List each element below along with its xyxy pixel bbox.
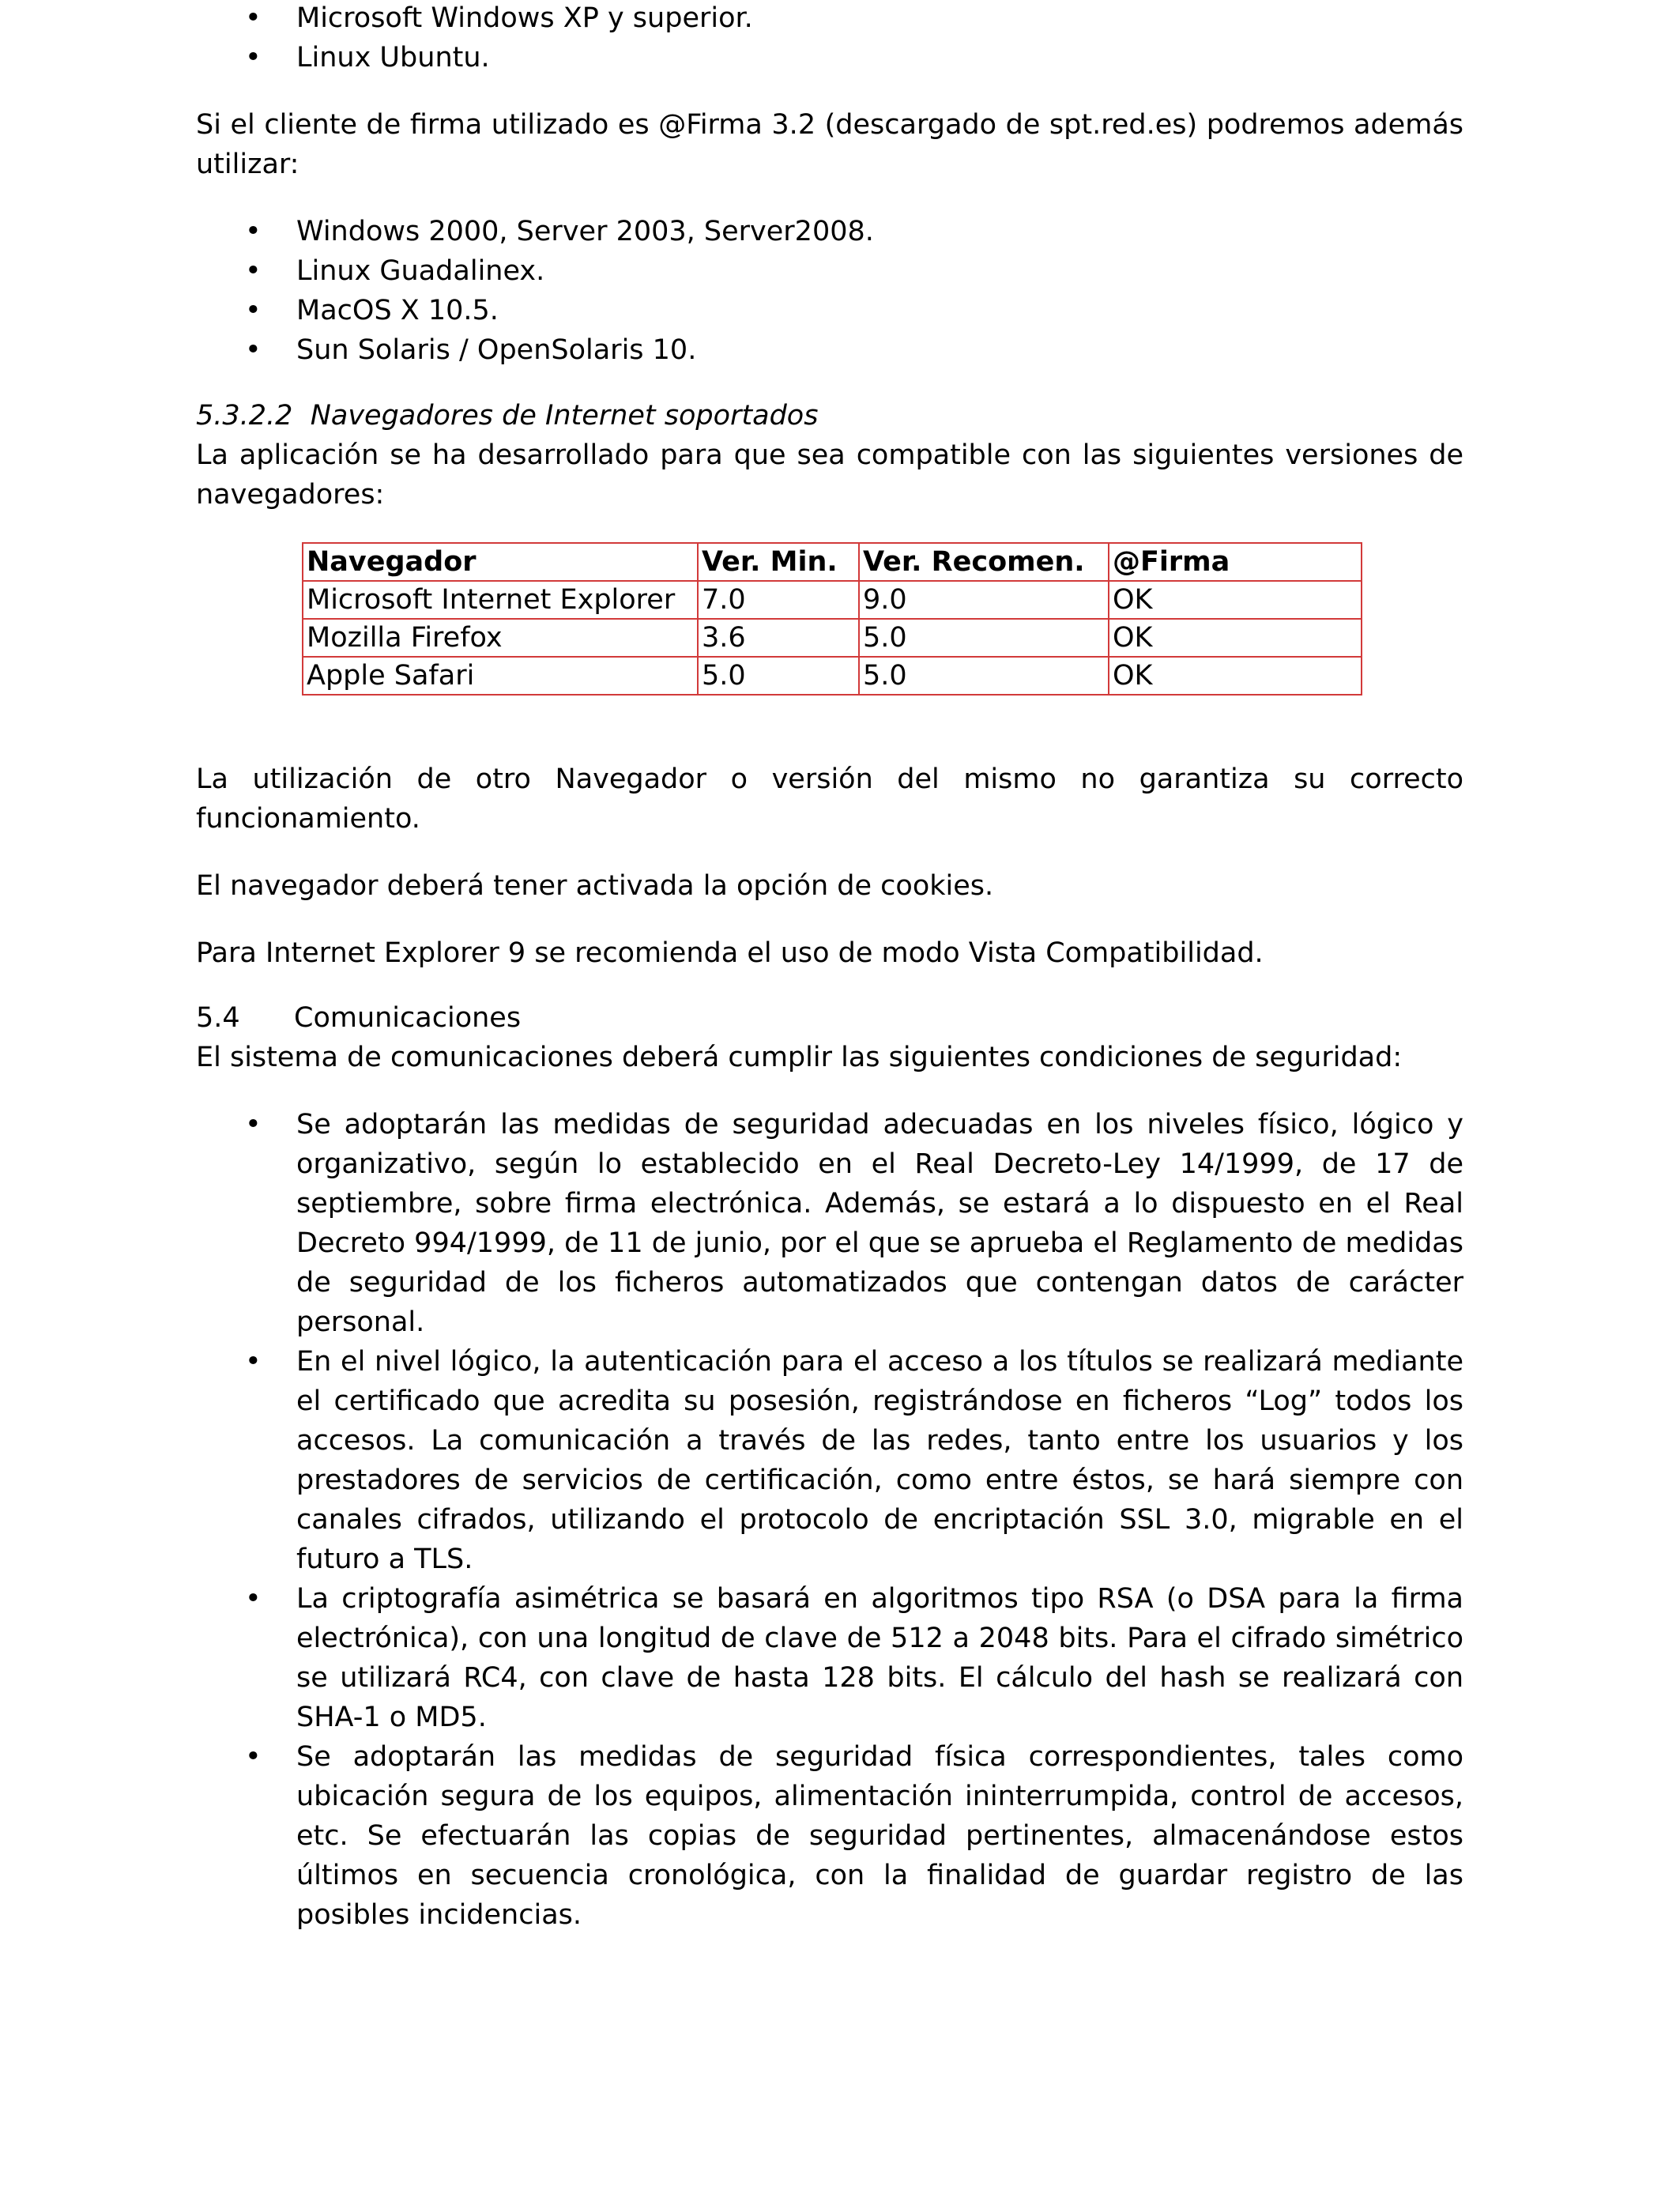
section-title: Comunicaciones — [294, 1002, 522, 1034]
table-cell: 3.6 — [698, 619, 859, 657]
table-row — [303, 619, 1362, 657]
list-item: • Windows 2000, Server 2003, Server2008. — [196, 212, 1463, 251]
os-list — [196, 0, 1463, 77]
table-cell: Microsoft Internet Explorer — [303, 581, 698, 619]
list-item: • Microsoft Windows XP y superior. — [196, 0, 1463, 38]
list-item: • En el nivel lógico, la autenticación para el acceso a los títulos se realizará mediante el certificado que acredita su posesión, registrándose en ficheros “Log” todos los accesos. La comunicación a través de las redes, tanto entre los usuarios y los prestadores de servicios de certificación, como entre éstos, se hará siempre con canales cifrados, utilizando el protocolo de encriptación SSL 3.0, migrable en el futuro a TLS. — [196, 1342, 1463, 1579]
table-cell: OK — [1109, 619, 1362, 657]
list-item: • Linux Ubuntu. — [196, 38, 1463, 77]
table-header-cell: Ver. Recomen. — [859, 543, 1109, 581]
subsection-title: 5.3.2.2 Navegadores de Internet soportados — [196, 400, 819, 432]
table-cell: Apple Safari — [303, 657, 698, 695]
paragraph-ie9: Para Internet Explorer 9 se recomienda el uso de modo Vista Compatibilidad. — [196, 937, 1264, 969]
list-item: • Se adoptarán las medidas de seguridad adecuadas en los niveles físico, lógico y organizativo, según lo establecido en el Real Decreto-Ley 14/1999, de 17 de septiembre, sobre firma electrónica. Además, se estará a lo dispuesto en el Real Decreto 994/1999, de 11 de junio, por el que se aprueba el Reglamento de medidas de seguridad de los ficheros automatizados que contengan datos de carácter personal. — [196, 1105, 1463, 1342]
security-list — [196, 1105, 1463, 1935]
paragraph-cookies: El navegador deberá tener activada la opción de cookies. — [196, 870, 994, 902]
extra-os-list — [196, 212, 1463, 370]
table-cell: 5.0 — [698, 657, 859, 695]
table-row — [303, 581, 1362, 619]
list-item: • Se adoptarán las medidas de seguridad física correspondientes, tales como ubicación segura de los equipos, alimentación ininterrumpida, control de accesos, etc. Se efectuarán las copias de seguridad pertinentes, almacenándose estos últimos en secuencia cronológica, con la finalidad de guardar registro de las posibles incidencias. — [196, 1737, 1463, 1935]
list-item: • MacOS X 10.5. — [196, 291, 1463, 330]
table-cell: 7.0 — [698, 581, 859, 619]
table-header-cell: Navegador — [303, 543, 698, 581]
document-page — [196, 0, 1463, 1935]
section-heading — [196, 998, 1463, 1038]
table-header-row — [303, 543, 1362, 581]
paragraph-firma: Si el cliente de firma utilizado es @Firma 3.2 (descargado de spt.red.es) podremos además utilizar: — [196, 109, 1463, 180]
table-cell: 9.0 — [859, 581, 1109, 619]
table-cell: 5.0 — [859, 657, 1109, 695]
list-item: • La criptografía asimétrica se basará en algoritmos tipo RSA (o DSA para la firma electrónica), con una longitud de clave de 512 a 2048 bits. Para el cifrado simétrico se utilizará RC4, con clave de hasta 128 bits. El cálculo del hash se realizará con SHA-1 o MD5. — [196, 1579, 1463, 1737]
table-cell: Mozilla Firefox — [303, 619, 698, 657]
browsers-table — [302, 542, 1362, 696]
table-row — [303, 657, 1362, 695]
table-cell: 5.0 — [859, 619, 1109, 657]
section-number: 5.4 — [196, 1002, 240, 1034]
table-header-cell: Ver. Min. — [698, 543, 859, 581]
paragraph-other-browser: La utilización de otro Navegador o versión del mismo no garantiza su correcto funcionamiento. — [196, 763, 1463, 835]
table-cell: OK — [1109, 581, 1362, 619]
list-item: • Sun Solaris / OpenSolaris 10. — [196, 330, 1463, 370]
paragraph-compat: La aplicación se ha desarrollado para que sea compatible con las siguientes versiones de navegadores: — [196, 439, 1463, 511]
list-item: • Linux Guadalinex. — [196, 251, 1463, 291]
table-cell: OK — [1109, 657, 1362, 695]
paragraph-comms: El sistema de comunicaciones deberá cumplir las siguientes condiciones de seguridad: — [196, 1042, 1403, 1073]
table-header-cell: @Firma — [1109, 543, 1362, 581]
